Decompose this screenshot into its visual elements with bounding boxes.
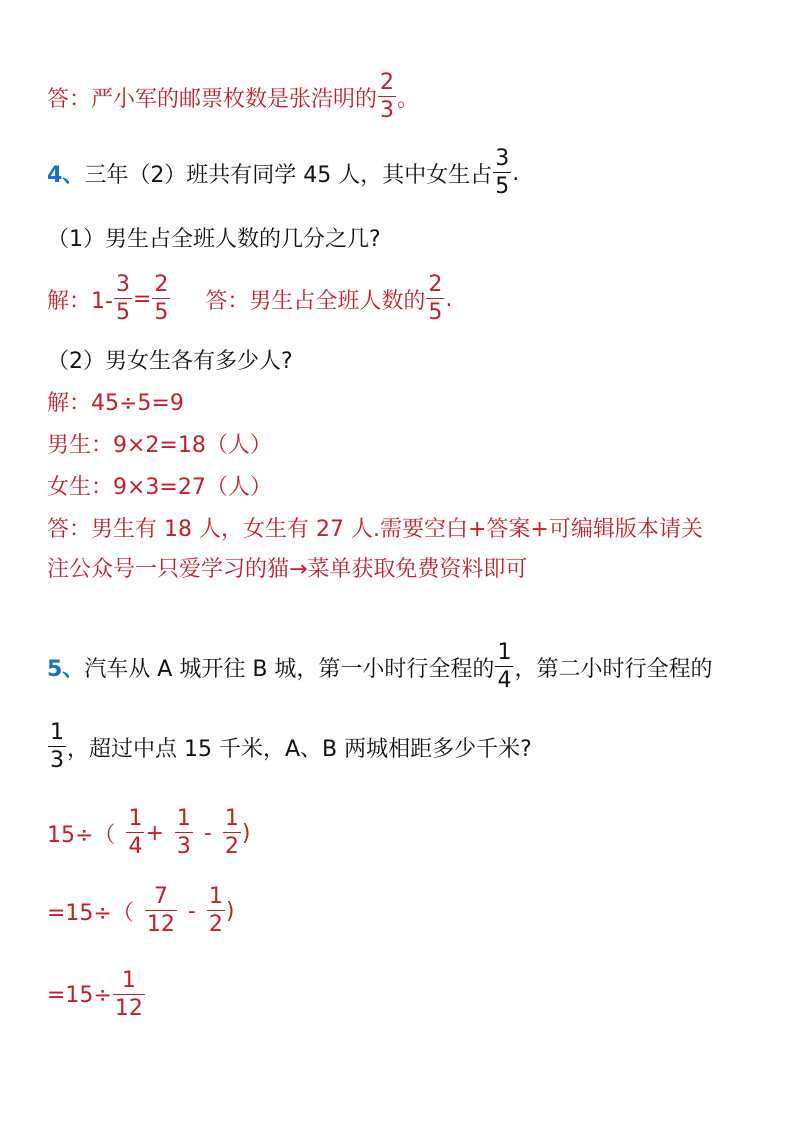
q4-answer-line1: 答：男生有 18 人，女生有 27 人.需要空白+答案+可编辑版本请关 [47, 517, 703, 542]
q5-number: 5、 [47, 656, 85, 682]
q5-step3: =15÷ $\frac{1}{12}$ [47, 968, 143, 1021]
q4-sol2-line3: 女生：9×3=27（人） [47, 475, 272, 500]
q5-stem-line2: $\frac{1}{3}$ ，超过中点 15 千米，A、B 两城相距多少千米? [50, 720, 532, 773]
fraction: $\frac{3}{5}$ [495, 146, 510, 199]
q5-step2: =15÷（ $\frac{7}{12}$ - $\frac{1}{2}$ ) [47, 884, 235, 937]
q5-stem-line1: 5、 汽车从 A 城开往 B 城，第一小时行全程的 $\frac{1}{4}$ ，第二小时行全程的 [47, 640, 713, 693]
q4-answer-line2: 注公众号一只爱学习的猫→菜单获取免费资料即可 [47, 557, 528, 582]
fraction: $\frac{1}{3}$ [176, 806, 191, 859]
q3-answer: 答：严小军的邮票枚数是张浩明的 $\frac{2}{3}$ 。 [47, 70, 420, 123]
q4-stem-text: 三年（2）班共有同学 45 人，其中女生占 [84, 162, 493, 188]
fraction: $\frac{1}{3}$ [50, 720, 64, 773]
q4-part2: （2）男女生各有多少人? [47, 349, 293, 374]
fraction: $\frac{1}{4}$ [128, 806, 143, 859]
fraction: $\frac{2}{5}$ [154, 272, 169, 325]
q4-part1: （1）男生占全班人数的几分之几? [47, 227, 381, 252]
fraction: $\frac{1}{2}$ [224, 806, 239, 859]
q3-answer-text: 答：严小军的邮票枚数是张浩明的 [47, 86, 378, 112]
fraction: $\frac{1}{12}$ [114, 968, 143, 1021]
fraction: $\frac{1}{2}$ [208, 884, 223, 937]
fraction: $\frac{2}{3}$ [380, 70, 395, 123]
q4-sol2-line2: 男生：9×2=18（人） [47, 433, 272, 458]
fraction: $\frac{7}{12}$ [146, 884, 175, 937]
q4-stem: 4、 三年（2）班共有同学 45 人，其中女生占 $\frac{3}{5}$ . [47, 146, 520, 199]
q4-number: 4、 [47, 162, 85, 188]
q4-sol2-line1: 解：45÷5=9 [47, 391, 184, 416]
q4-solution1: 解：1- $\frac{3}{5}$ = $\frac{2}{5}$ 答：男生占全班人数的 $\frac{2}{5}$ . [47, 272, 453, 325]
fraction: $\frac{3}{5}$ [115, 272, 130, 325]
fraction: $\frac{1}{4}$ [497, 640, 512, 693]
q5-step1: 15÷（ $\frac{1}{4}$ + $\frac{1}{3}$ - $\frac{1}{2}$ ) [47, 806, 251, 859]
fraction: $\frac{2}{5}$ [428, 272, 443, 325]
